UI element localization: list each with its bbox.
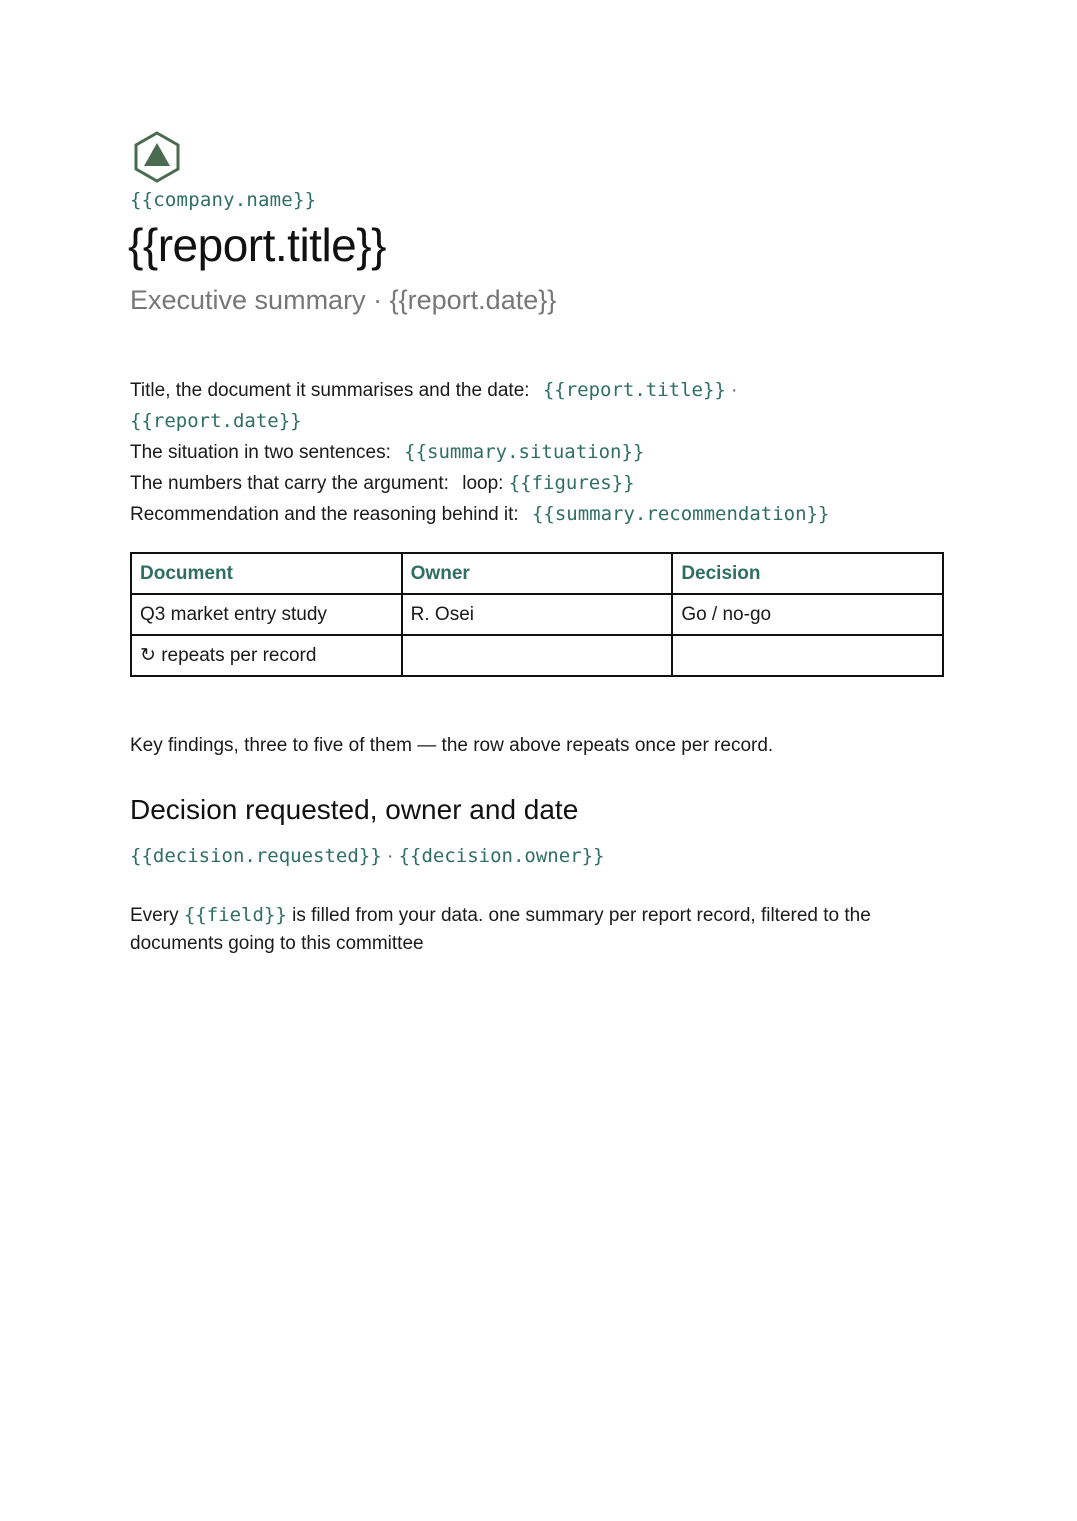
outline-label: Recommendation and the reasoning behind it: bbox=[130, 504, 519, 525]
column-header-decision: Decision bbox=[672, 553, 943, 594]
report-subtitle bbox=[130, 285, 556, 316]
company-logo-icon bbox=[133, 131, 181, 183]
table-cell: ↻ repeats per record bbox=[131, 635, 402, 676]
decision-requested-field: {{decision.requested}} bbox=[130, 845, 382, 867]
table-cell: Q3 market entry study bbox=[131, 594, 402, 635]
table-row-repeat bbox=[131, 635, 943, 676]
column-header-owner: Owner bbox=[402, 553, 673, 594]
subtitle-prefix: Executive summary bbox=[130, 285, 366, 315]
subtitle-separator: · bbox=[373, 285, 383, 315]
decision-owner-field: {{decision.owner}} bbox=[398, 845, 605, 867]
outline-field: {{summary.situation}} bbox=[404, 441, 645, 463]
subtitle-date: {{report.date}} bbox=[389, 285, 557, 315]
outline-item bbox=[130, 375, 910, 437]
decision-fields bbox=[130, 845, 604, 868]
table-cell bbox=[402, 635, 673, 676]
outline-label: The numbers that carry the argument: bbox=[130, 473, 449, 494]
company-name: {{company.name}} bbox=[130, 189, 317, 211]
table-cell: Go / no-go bbox=[672, 594, 943, 635]
outline-field: {{summary.recommendation}} bbox=[531, 503, 830, 525]
key-findings-text: Key findings, three to five of them — the row above repeats once per record. bbox=[130, 735, 774, 756]
outline-field: {{report.title}} bbox=[542, 379, 726, 401]
table-row bbox=[131, 594, 943, 635]
outline-list bbox=[130, 375, 910, 530]
table-cell: R. Osei bbox=[402, 594, 673, 635]
outline-label: The situation in two sentences: bbox=[130, 442, 391, 463]
outline-item bbox=[130, 437, 910, 468]
footer-note bbox=[130, 901, 930, 958]
outline-separator: · bbox=[731, 380, 738, 401]
outline-field-secondary: {{report.date}} bbox=[130, 410, 302, 432]
footer-field: {{field}} bbox=[183, 904, 287, 926]
decision-heading: Decision requested, owner and date bbox=[130, 794, 579, 825]
decision-separator: · bbox=[386, 846, 394, 867]
documents-table bbox=[130, 552, 944, 677]
outline-label: Title, the document it summarises and the date: bbox=[130, 380, 530, 401]
report-title: {{report.title}} bbox=[128, 219, 386, 271]
table-header-row bbox=[131, 553, 943, 594]
outline-item bbox=[130, 499, 910, 530]
outline-field: {{figures}} bbox=[508, 472, 635, 494]
outline-loop-label: loop: bbox=[462, 473, 504, 494]
footer-prefix: Every bbox=[130, 905, 179, 926]
column-header-document: Document bbox=[131, 553, 402, 594]
outline-item bbox=[130, 468, 910, 499]
footer-suffix: is filled from your data. one summary per report record, filtered to the documents going to this committee bbox=[130, 905, 871, 954]
table-cell bbox=[672, 635, 943, 676]
